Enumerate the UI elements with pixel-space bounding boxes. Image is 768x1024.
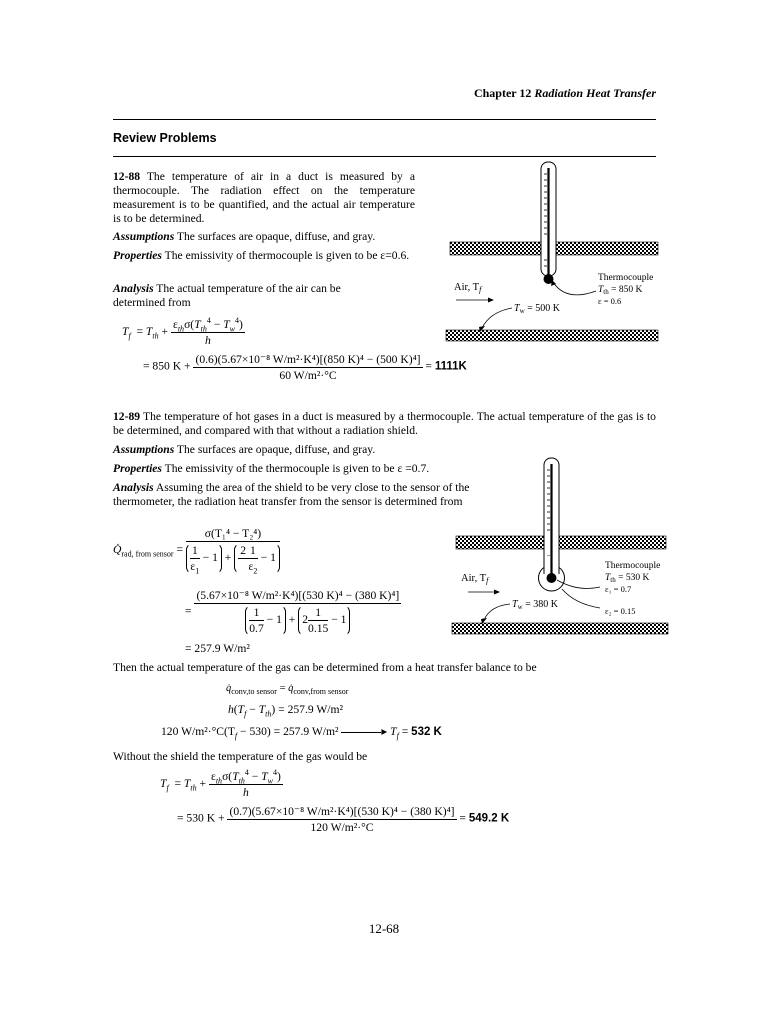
equation-balance-1: $q̇_{conv,to sensor}$ = $q̇_{conv,from sensor}$ [226, 683, 349, 697]
analysis-label: Analysis [113, 282, 154, 295]
wall-temperature-label: $T_w = 380$ K [512, 599, 558, 611]
equation-q-rad-numeric: = (5.67×10⁻⁸ W/m²·K⁴)[(530 K)⁴ − (380 K)⁴] $\frac{1}{0.7}$ − 1 + 2 $\frac{1}{0.15}$ − 1 [185, 589, 400, 635]
properties-label: Properties [113, 462, 162, 475]
problem-12-89-properties [113, 462, 473, 476]
problem-number: 12-88 [113, 170, 141, 183]
eq-numerator: (0.6)(5.67×10⁻⁸ W/m²·K⁴)[(850 K)⁴ − (500 K)⁴] [195, 353, 421, 366]
section-rule [113, 156, 656, 157]
equation-balance-2: $h(T_f - T_{th}) = 257.9$ W/m² [228, 703, 344, 719]
thermocouple-temp: $T_{th} = 530$ K [605, 573, 650, 584]
sensor-pointer-arrow [553, 282, 596, 295]
figure-12-89-duct [450, 456, 680, 641]
thermocouple-emissivity: ε₁ = 0.7 [605, 584, 632, 594]
equation-q-rad-general: $Q̇_{rad, from sensor}$ = σ(T₁⁴ − T₂⁴) $\frac{1}{\varepsilon_1}$ − 1 + 2 $\frac{1}{\varepsilon_2}$ − 1 [113, 527, 280, 574]
thermocouple-temp: $T_{th} = 850$ K [598, 285, 643, 296]
air-label: Air, Tf [461, 573, 489, 585]
chapter-title: Radiation Heat Transfer [534, 86, 656, 100]
equation-noshield-numeric: = 530 K + $\frac{\text{(0.7)(5.67×10⁻⁸ W/m²·K⁴)[(530 K)⁴ − (380 K)⁴]}}{\text{120 W/m²·°C}}$ = 549.2 K [177, 805, 510, 834]
shield-emissivity: ε₂ = 0.15 [605, 606, 636, 616]
properties-label: Properties [113, 249, 162, 262]
result-value: 532 K [411, 726, 442, 738]
shield-pointer-arrow [562, 589, 600, 608]
properties-text: The emissivity of the thermocouple is given to be ε =0.7. [164, 462, 430, 475]
noshield-text: Without the shield the temperature of the gas would be [113, 750, 368, 763]
problem-12-88-assumptions [113, 230, 415, 244]
problem-12-88-properties [113, 249, 415, 263]
section-title: Review Problems [113, 131, 217, 145]
properties-text: The emissivity of thermocouple is given to be ε=0.6. [164, 249, 410, 262]
q-rad-result: = 257.9 W/m² [185, 642, 250, 655]
result-value: 549.2 K [468, 812, 510, 825]
balance-text: Then the actual temperature of the gas can be determined from a heat transfer balance to be [113, 661, 537, 674]
equation-tf-numeric: = 850 K + $\frac{\text{(0.6)(5.67×10⁻⁸ W/m²·K⁴)[(850 K)⁴ − (500 K)⁴]}}{\text{60 W/m²·°C}}$ = 1111K [143, 353, 467, 382]
assumptions-label: Assumptions [113, 230, 175, 243]
thermocouple-title: Thermocouple [605, 561, 661, 571]
wall-pointer-arrow [484, 604, 510, 620]
assumptions-text: The surfaces are opaque, diffuse, and gray. [176, 443, 376, 456]
problem-number: 12-89 [113, 410, 141, 423]
problem-12-89-assumptions [113, 443, 473, 457]
eq-denominator: 60 W/m²·°C [279, 369, 337, 382]
q-subscript: rad, from sensor [121, 549, 174, 559]
wall-temperature-label: $T_w = 500$ K [514, 303, 560, 315]
thermocouple-emissivity: ε = 0.6 [598, 296, 622, 306]
analysis-label: Analysis [113, 481, 154, 494]
figure-12-88-duct [440, 160, 670, 345]
problem-statement: The temperature of air in a duct is measured by a thermocouple. The radiation effect on the temperature measurement is to be quantified, and the actual air temperature is to be determined. [113, 170, 415, 225]
problem-statement: The temperature of hot gases in a duct is measured by a thermocouple. The actual temperature of the gas is to be determined, and compared with that without a radiation shield. [113, 410, 656, 437]
analysis-text: The actual temperature of the air can be determined from [113, 282, 341, 309]
equation-balance-3: 120 $W/m^2\cdot^\circ C(T_f - 530) = 257.9$ W/m² ▸ $T_f = 532$ K [161, 725, 442, 741]
duct-bottom-wall [452, 623, 668, 634]
header-rule [113, 119, 656, 120]
thermocouple-title: Thermocouple [598, 273, 654, 283]
sensor-bulb [547, 573, 557, 583]
problem-12-88-intro [113, 170, 415, 226]
analysis-text: Assuming the area of the shield to be very close to the sensor of the thermometer, the radiation heat transfer from the sensor is determined from [113, 481, 470, 508]
chapter-label: Chapter 12 [473, 86, 532, 100]
page-number: 12-68 [368, 921, 400, 936]
equation-noshield-general: $T_f = T_{th}$ + $\frac{\varepsilon_{th}\sigma(T_{th}^4 - T_w^4)}{h}$ [160, 768, 281, 799]
eq-prefix: = 850 K + [143, 359, 191, 373]
q-numeric-numerator: (5.67×10⁻⁸ W/m²·K⁴)[(530 K)⁴ − (380 K)⁴] [196, 589, 400, 602]
q-numerator: σ(T₁⁴ − T₂⁴) [186, 527, 280, 542]
result-value: 1111K [434, 360, 467, 373]
problem-12-89-analysis [113, 481, 473, 509]
problem-12-88-analysis [113, 282, 373, 310]
assumptions-label: Assumptions [113, 443, 175, 456]
duct-bottom-wall [446, 330, 658, 341]
air-label: Air, Tf [454, 282, 482, 294]
assumptions-text: The surfaces are opaque, diffuse, and gray. [176, 230, 376, 243]
running-header [440, 86, 656, 101]
wall-pointer-arrow [482, 308, 512, 328]
duct-top-wall [456, 536, 666, 549]
problem-12-89-intro [113, 410, 656, 438]
equation-tf-general: $T_f = T_{th}$ + $\frac{\varepsilon_{th}\sigma(T_{th}^4 - T_w^4)}{h}$ [122, 316, 243, 347]
